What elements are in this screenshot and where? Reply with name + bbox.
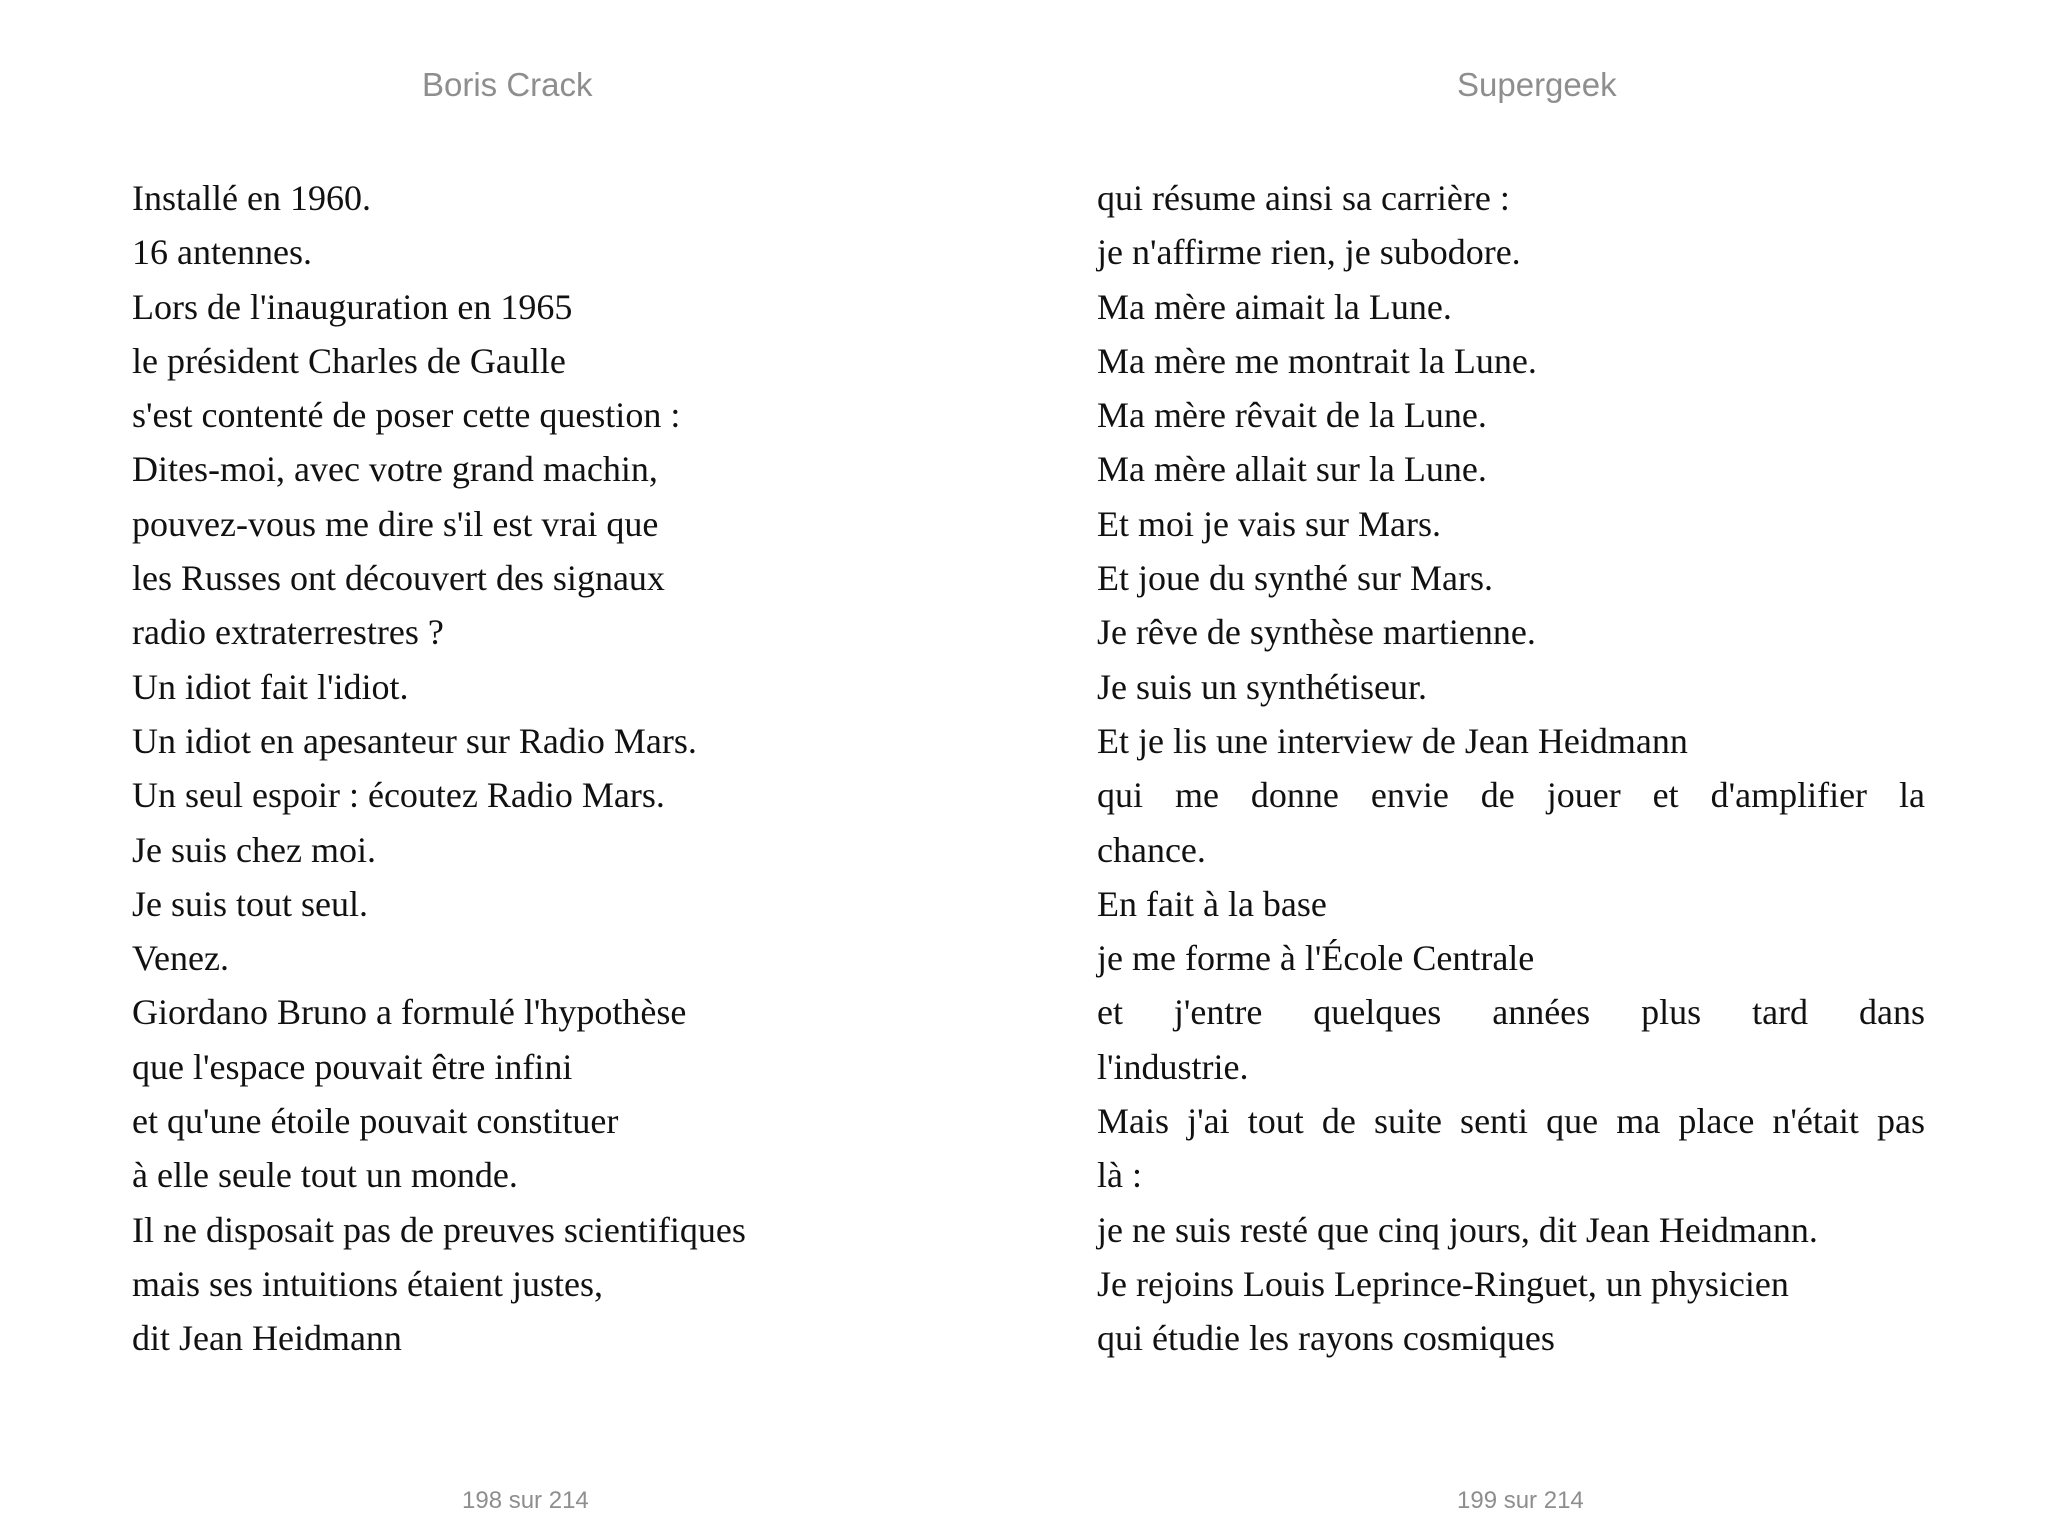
text-line: dit Jean Heidmann	[132, 1318, 402, 1359]
text-line: et qu'une étoile pouvait constituer	[132, 1101, 619, 1142]
left-page-text	[132, 171, 922, 1366]
text-line: Je rejoins Louis Leprince-Ringuet, un physicien	[1097, 1263, 1789, 1304]
text-line: 16 antennes.	[132, 232, 312, 273]
text-line: En fait à la base	[1097, 883, 1327, 924]
text-line: et j'entre quelques années plus tard dans	[1097, 992, 1925, 1033]
text-line: pouvez-vous me dire s'il est vrai que	[132, 503, 659, 544]
text-line: que l'espace pouvait être infini	[132, 1046, 573, 1087]
text-line: je me forme à l'École Centrale	[1097, 938, 1535, 979]
text-line: Ma mère me montrait la Lune.	[1097, 340, 1537, 381]
text-line: chance.	[1097, 829, 1206, 870]
right-page-number: 199 sur 214	[1457, 1487, 1584, 1514]
text-line: s'est contenté de poser cette question :	[132, 395, 681, 436]
text-line: qui étudie les rayons cosmiques	[1097, 1318, 1555, 1359]
text-line: Je suis chez moi.	[132, 829, 376, 870]
text-line: les Russes ont découvert des signaux	[132, 558, 665, 599]
text-line: Il ne disposait pas de preuves scientifiques	[132, 1209, 746, 1250]
text-line: Je suis un synthétiseur.	[1097, 666, 1427, 707]
text-line: Ma mère aimait la Lune.	[1097, 286, 1452, 327]
text-line: l'industrie.	[1097, 1046, 1249, 1087]
text-line: là :	[1097, 1155, 1142, 1196]
text-line: qui résume ainsi sa carrière :	[1097, 178, 1510, 218]
text-line: radio extraterrestres ?	[132, 612, 444, 653]
text-line: Un seul espoir : écoutez Radio Mars.	[132, 775, 665, 816]
text-line: Dites-moi, avec votre grand machin,	[132, 449, 658, 490]
text-line: Ma mère allait sur la Lune.	[1097, 449, 1487, 490]
text-line: Venez.	[132, 938, 229, 979]
text-line: Lors de l'inauguration en 1965	[132, 286, 573, 327]
text-line: Et joue du synthé sur Mars.	[1097, 558, 1493, 599]
text-line: à elle seule tout un monde.	[132, 1155, 518, 1196]
text-line: je n'affirme rien, je subodore.	[1097, 232, 1521, 273]
text-line: Et moi je vais sur Mars.	[1097, 503, 1441, 544]
text-line: Giordano Bruno a formulé l'hypothèse	[132, 992, 687, 1033]
right-page-header: Supergeek	[1457, 66, 1617, 103]
text-line: qui me donne envie de jouer et d'amplifier la	[1097, 775, 1925, 816]
text-line: le président Charles de Gaulle	[132, 340, 566, 381]
text-line: Un idiot fait l'idiot.	[132, 666, 409, 707]
right-page[interactable]	[1024, 0, 2048, 1536]
text-line: mais ses intuitions étaient justes,	[132, 1263, 603, 1304]
right-page-text	[1097, 171, 1925, 1366]
left-page-header: Boris Crack	[422, 66, 593, 103]
text-line: Mais j'ai tout de suite senti que ma place n'était pas	[1097, 1101, 1925, 1142]
left-page-number: 198 sur 214	[462, 1487, 589, 1514]
text-line: Ma mère rêvait de la Lune.	[1097, 395, 1487, 436]
text-line: Je suis tout seul.	[132, 883, 369, 924]
text-line: Je rêve de synthèse martienne.	[1097, 612, 1536, 653]
text-line: Installé en 1960.	[132, 178, 371, 218]
text-line: Et je lis une interview de Jean Heidmann	[1097, 720, 1688, 761]
text-line: je ne suis resté que cinq jours, dit Jean Heidmann.	[1097, 1209, 1818, 1250]
text-line: Un idiot en apesanteur sur Radio Mars.	[132, 720, 697, 761]
